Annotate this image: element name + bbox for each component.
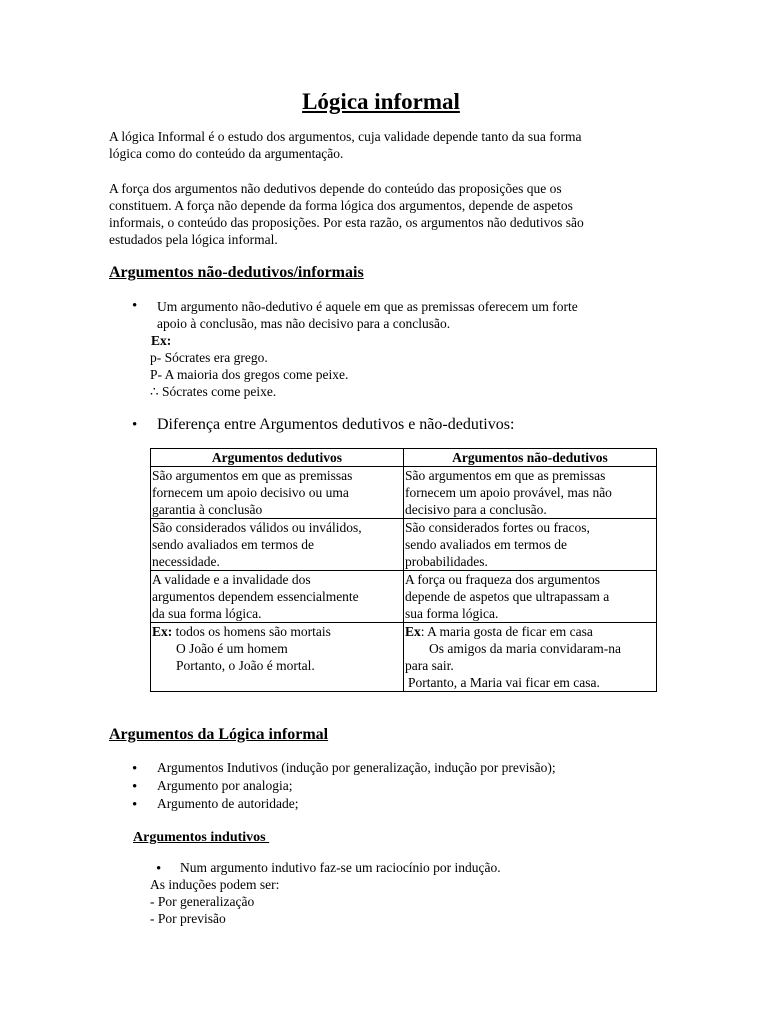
table-row [151,467,657,519]
table-row [151,519,657,571]
cell-line: sendo avaliados em termos de [405,537,567,552]
text-line: A lógica Informal é o estudo dos argumentos, cuja validade depende tanto da sua forma [109,129,582,144]
table-cell [151,571,404,623]
table-cell [404,519,657,571]
cell-text: : A maria gosta de ficar em casa [420,624,593,639]
cell-line: argumentos dependem essencialmente [152,589,359,604]
table-cell [404,623,657,692]
cell-line: São considerados válidos ou inválidos, [152,520,362,535]
table-cell [151,467,404,519]
cell-line: Portanto, a Maria vai ficar em casa. [408,675,600,690]
bullet-icon [132,784,140,792]
cell-line: depende de aspetos que ultrapassam a [405,589,610,604]
cell-line: Portanto, o João é mortal. [176,658,315,673]
list-item: Argumentos Indutivos (indução por generalização, indução por previsão); [157,760,556,775]
example-block [150,349,348,400]
intro-paragraph-1 [109,128,669,162]
table-row [151,571,657,623]
text-line: - Por previsão [150,911,226,926]
cell-line: garantia à conclusão [152,502,263,517]
text-line: apoio à conclusão, mas não decisivo para a conclusão. [157,316,451,331]
table-row-example [151,623,657,692]
bullet-icon [132,802,140,810]
cell-line: sua forma lógica. [405,606,499,621]
cell-line: decisivo para a conclusão. [405,502,547,517]
cell-text: todos os homens são mortais [172,624,331,639]
text-line: constituem. A força não depende da forma lógica dos argumentos, depende de aspetos [109,198,573,213]
table-header-row [151,449,657,467]
cell-line: São argumentos em que as premissas [405,468,606,483]
subsection-heading-indutivos: Argumentos indutivos [133,830,270,845]
table-cell [151,623,404,692]
text-line: estudados pela lógica informal. [109,232,278,247]
bullet-item-definition [157,298,677,332]
list-item: Argumento por analogia; [157,778,293,793]
text-line: lógica como do conteúdo da argumentação. [109,146,344,161]
section-heading-logica-informal: Argumentos da Lógica informal [109,726,329,743]
column-header: Argumentos não-dedutivos [404,449,657,467]
table-cell [404,571,657,623]
example-label: Ex [405,624,421,639]
cell-line: fornecem um apoio decisivo ou uma [152,485,349,500]
comparison-table [150,448,657,692]
cell-line: O João é um homem [176,641,288,656]
text-line: informais, o conteúdo das proposições. Por esta razão, os argumentos não dedutivos são [109,215,584,230]
text-line: As induções podem ser: [150,877,280,892]
text-line: - Por generalização [150,894,255,909]
cell-line: São considerados fortes ou fracos, [405,520,590,535]
bullet-icon [132,303,140,311]
bullet-item-difference: Diferença entre Argumentos dedutivos e não-dedutivos: [157,416,515,433]
premise-line: p- Sócrates era grego. [150,350,268,365]
cell-line: sendo avaliados em termos de [152,537,314,552]
page-title: Lógica informal [302,89,460,114]
table-cell [404,467,657,519]
conclusion-line: ∴ Sócrates come peixe. [150,384,277,399]
bullet-icon [156,866,164,874]
cell-line: A força ou fraqueza dos argumentos [405,572,601,587]
cell-line: da sua forma lógica. [152,606,262,621]
cell-line: para sair. [405,658,454,673]
cell-line: Os amigos da maria convidaram-na [429,641,621,656]
text-line: A força dos argumentos não dedutivos depende do conteúdo das proposições que os [109,181,562,196]
cell-line [152,623,402,640]
example-label: Ex: [151,333,172,348]
cell-line [405,623,655,640]
intro-paragraph-2 [109,180,669,248]
text-line: Um argumento não-dedutivo é aquele em que as premissas oferecem um forte [157,299,578,314]
bullet-icon [132,766,140,774]
cell-line: probabilidades. [405,554,488,569]
column-header: Argumentos dedutivos [151,449,404,467]
section-heading-nao-dedutivos: Argumentos não-dedutivos/informais [109,264,364,281]
example-label: Ex: [152,624,173,639]
premise-line: P- A maioria dos gregos come peixe. [150,367,349,382]
list-item: Num argumento indutivo faz-se um raciocínio por indução. [180,860,501,875]
induction-types [150,876,279,927]
cell-line: A validade e a invalidade dos [152,572,311,587]
bullet-icon [132,422,140,430]
table-cell [151,519,404,571]
cell-line: São argumentos em que as premissas [152,468,353,483]
list-item: Argumento de autoridade; [157,796,299,811]
cell-line: fornecem um apoio provável, mas não [405,485,612,500]
cell-line: necessidade. [152,554,220,569]
